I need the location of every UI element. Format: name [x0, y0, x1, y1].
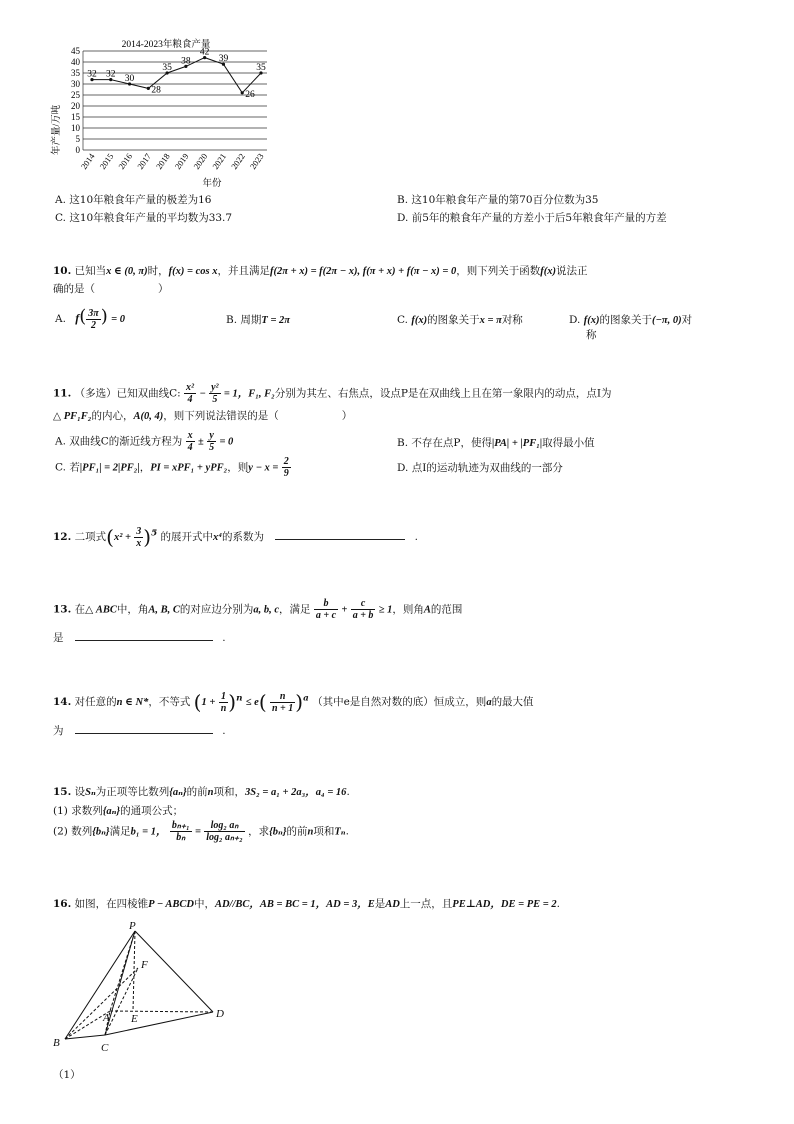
x-tick-label: 2017	[135, 151, 153, 172]
q10-option-b: B. 周期T = 2π	[226, 314, 291, 326]
grain-yield-line-chart	[48, 35, 284, 193]
label-P: P	[129, 920, 136, 932]
data-point	[241, 91, 244, 94]
q9-option-a: A. 这10年粮食年产量的极差为16	[55, 194, 212, 206]
x-tick-label: 2019	[172, 151, 191, 172]
x-tick-label: 2022	[228, 151, 247, 172]
q10-option-d-cont: 称	[586, 329, 597, 341]
data-label: 32	[87, 69, 97, 80]
data-label: 35	[162, 63, 172, 73]
x-tick-label: 2016	[116, 151, 135, 172]
q9-option-d: D. 前5年的粮食年产量的方差小于后5年粮食年产量的方差	[397, 212, 667, 224]
x-tick-label: 2014	[78, 151, 97, 172]
q11-stem-line1: 11. （多选）已知双曲线C: $\frac{\text{x²}}{4}$ − $\frac{\text{y²}}{5}$ = 1，F₁, F₂分别为其左、右焦点，设点P是在双曲线上且在第一象限内的动点，点I为	[53, 382, 612, 405]
y-tick-label: 30	[71, 79, 80, 89]
q15-part2: (2) 数列{bₙ}满足b₁ = 1， $\frac{\text{bₙ₊₁}}{\text{bₙ}}$ = $\frac{\text{log₂ aₙ}}{\text{log₂ aₙ₊₂}}$ ，求{bₙ}的前n项和Tₙ.	[53, 820, 349, 843]
y-tick-label: 15	[71, 112, 80, 122]
x-tick-label: 2018	[153, 151, 172, 172]
q15-stem: 15. 设Sₙ为正项等比数列{aₙ}的前n项和，3S₂ = a₁ + 2a₃，a₄ = 16.	[53, 786, 350, 798]
q16-stem: 16. 如图，在四棱锥P − ABCD中，AD//BC，AB = BC = 1，AD = 3，E是AD上一点，且PE⊥AD，DE = PE = 2.	[53, 898, 560, 910]
label-C: C	[101, 1042, 109, 1054]
q10-option-d: D. f(x)的图象关于(−π, 0)对	[569, 314, 693, 326]
q13-stem-line2: 是 .	[53, 632, 226, 644]
label-E: E	[131, 1013, 138, 1025]
data-label: 35	[256, 63, 266, 73]
q10-option-a: A. f( $\frac{3\pi}{2}$ ) = 0	[55, 306, 125, 331]
y-tick-label: 40	[71, 57, 80, 67]
x-tick-label: 2021	[210, 151, 229, 172]
q13-stem-line1: 13. 在△ ABC中，角A, B, C的对应边分别为a, b, c，满足 $\frac{b}{a + c}$ + $\frac{c}{a + b}$ ≥ 1，则角A的范围	[53, 598, 463, 621]
data-label: 32	[106, 69, 116, 80]
q10-option-c: C. f(x)的图象关于x = π对称	[397, 314, 523, 326]
label-B: B	[53, 1037, 60, 1049]
q10-stem-line1: 10. 已知当x ∈ (0, π)时，f(x) = cos x，并且满足f(2π + x) = f(2π − x), f(π + x) + f(π − x) = 0，则下列关于函数f(x)说法正	[53, 265, 588, 277]
q11-option-b: B. 不存在点P，使得|PA| + |PF₁|取得最小值	[397, 437, 595, 449]
label-F: F	[141, 959, 148, 971]
q12-answer-blank[interactable]	[275, 529, 405, 540]
q16-part1: （1）	[53, 1069, 81, 1081]
y-tick-label: 20	[71, 101, 80, 111]
x-axis-label: 年份	[202, 179, 222, 189]
y-tick-label: 35	[71, 68, 80, 78]
x-tick-label: 2015	[97, 151, 116, 172]
y-tick-label: 45	[71, 46, 80, 56]
data-label: 38	[181, 56, 191, 67]
data-label: 42	[199, 47, 210, 58]
y-tick-label: 25	[71, 90, 80, 100]
q9-option-c: C. 这10年粮食年产量的平均数为33.7	[55, 212, 233, 224]
q10-stem-line2: 确的是（ ）	[53, 283, 169, 295]
q11-option-c: C. 若|PF₁| = 2|PF₂|，PI = xPF₁ + yPF₂，则y − x = $\frac{2}{9}$	[55, 456, 289, 479]
data-point	[147, 87, 150, 90]
q13-answer-blank[interactable]	[75, 630, 213, 641]
label-D: D	[216, 1008, 224, 1020]
x-tick-label: 2020	[191, 151, 210, 172]
q11-stem-line2: △ PF₁F₂的内心，A(0, 4)，则下列说法错误的是（ ）	[53, 410, 353, 422]
q12-stem: 12. 二项式(x² + $\frac{3}{x}$ )$^5$ 的展开式中x⁴的系数为 .	[53, 525, 418, 549]
q11-option-d: D. 点I的运动轨迹为双曲线的一部分	[397, 462, 563, 474]
data-label: 26	[245, 89, 255, 100]
chart-title: 2014-2023年粮食产量	[121, 40, 211, 50]
y-axis-label: 年产量/万吨	[52, 104, 62, 156]
q14-stem-line1: 14. 对任意的n ∈ N*，不等式 (1 + $\frac{1}{n}$ )$^n$ ≤ e( $\frac{n}{n + 1}$ )$^a$ （其中e是自然对数的底）恒成立，则a的最大值	[53, 690, 534, 714]
data-label: 30	[124, 74, 135, 84]
q15-part1: (1) 求数列{aₙ}的通项公式；	[53, 805, 184, 817]
y-tick-label: 0	[75, 145, 80, 155]
q9-option-b: B. 这10年粮食年产量的第70百分位数为35	[397, 194, 599, 206]
q11-option-a: A. 双曲线C的渐近线方程为 $\frac{x}{4}$ ± $\frac{y}{5}$ = 0	[55, 430, 234, 453]
label-A: A	[103, 1012, 110, 1024]
y-tick-label: 5	[75, 134, 80, 144]
y-tick-label: 10	[71, 123, 80, 133]
pyramid-figure	[45, 918, 245, 1058]
data-label: 39	[218, 54, 229, 65]
data-label: 28	[151, 85, 161, 96]
x-tick-label: 2023	[247, 151, 266, 172]
q14-stem-line2: 为 .	[53, 725, 226, 737]
q14-answer-blank[interactable]	[75, 723, 213, 734]
